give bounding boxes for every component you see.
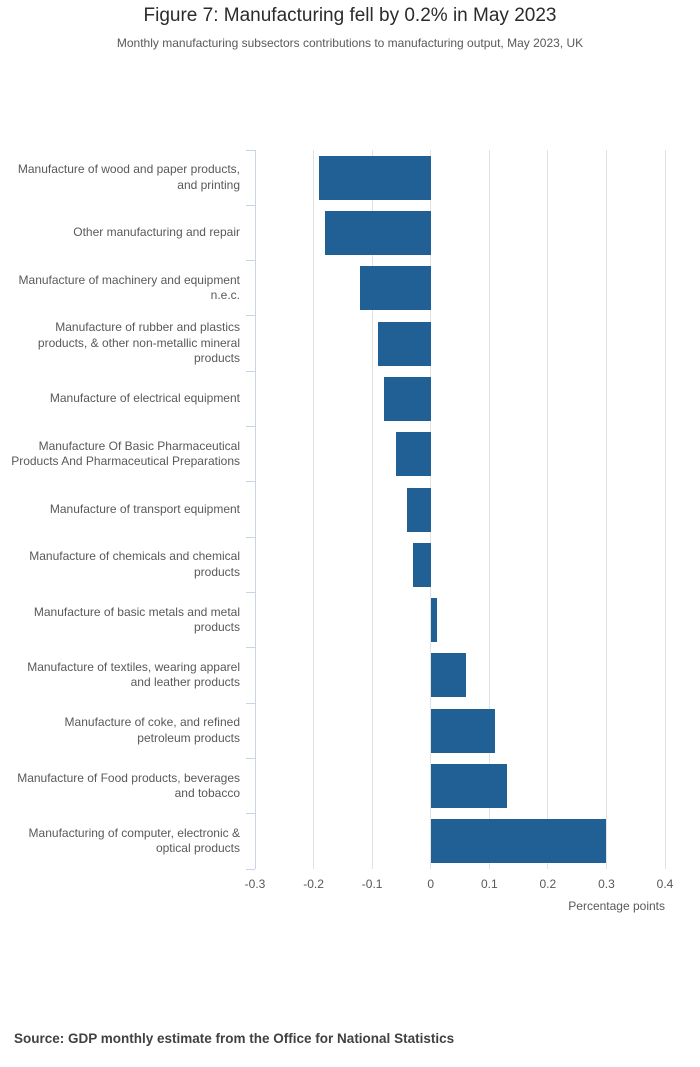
x-tick-label: -0.1 <box>361 877 383 891</box>
y-axis-tick <box>246 371 255 372</box>
bar[interactable] <box>325 211 430 255</box>
x-tick-label: 0.2 <box>539 877 557 891</box>
y-axis-tick <box>246 537 255 538</box>
category-label: Manufacture of electrical equipment <box>49 391 240 406</box>
y-axis-tick <box>246 703 255 704</box>
gridline <box>547 150 548 869</box>
x-axis-title: Percentage points <box>568 899 665 913</box>
x-tick-label: -0.3 <box>244 877 266 891</box>
category-label: Manufacture of chemicals and chemical products <box>29 549 240 579</box>
category-label: Manufacture Of Basic Pharmaceutical Products And Pharmaceutical Preparations <box>11 438 240 469</box>
category-label: Manufacture of wood and paper products, and printing <box>17 162 240 192</box>
x-tick-label: 0.3 <box>598 877 615 891</box>
bar[interactable] <box>431 764 507 808</box>
bar[interactable] <box>407 488 430 532</box>
x-tick-label: 0.1 <box>480 877 498 891</box>
gridline <box>313 150 314 869</box>
y-axis-tick <box>246 758 255 759</box>
category-label: Manufacture of Food products, beverages and tobacco <box>17 770 240 801</box>
bar[interactable] <box>396 432 431 476</box>
y-axis-tick <box>246 869 255 870</box>
category-label: Other manufacturing and repair <box>73 225 240 240</box>
category-label: Manufacturing of computer, electronic & optical products <box>28 825 240 856</box>
y-axis-tick <box>246 647 255 648</box>
category-label: Manufacture of textiles, wearing apparel and leather products <box>27 659 240 690</box>
gridline <box>665 150 666 869</box>
y-axis-tick <box>246 813 255 814</box>
bar[interactable] <box>431 653 466 697</box>
bar[interactable] <box>413 543 431 587</box>
bar[interactable] <box>378 322 431 366</box>
category-label: Manufacture of coke, and refined petroleum products <box>64 715 240 745</box>
y-axis-tick <box>246 150 255 151</box>
y-axis-tick <box>246 260 255 261</box>
x-tick-label: 0 <box>427 877 435 891</box>
bar[interactable] <box>431 819 607 863</box>
x-tick-label: -0.2 <box>303 877 324 891</box>
figure-subtitle: Monthly manufacturing subsectors contributions to manufacturing output, May 2023, UK <box>116 36 584 50</box>
category-label: Manufacture of rubber and plastics products, & other non-metallic mineral products <box>37 320 240 366</box>
x-tick-label: 0.4 <box>656 877 674 891</box>
y-axis-tick <box>246 205 255 206</box>
y-axis-tick <box>246 592 255 593</box>
source-line: Source: GDP monthly estimate from the Office for National Statistics <box>14 1031 455 1046</box>
y-axis-tick <box>246 481 255 482</box>
bar[interactable] <box>431 598 437 642</box>
y-axis-tick <box>246 315 255 316</box>
y-axis-line <box>255 150 256 869</box>
bar[interactable] <box>384 377 431 421</box>
figure-title: Figure 7: Manufacturing fell by 0.2% in May 2023 <box>143 5 557 26</box>
gridline <box>489 150 490 869</box>
category-label: Manufacture of basic metals and metal products <box>33 604 240 635</box>
bar[interactable] <box>431 709 495 753</box>
gridline <box>372 150 373 869</box>
bar[interactable] <box>319 156 430 200</box>
y-axis-tick <box>246 426 255 427</box>
category-label: Manufacture of machinery and equipment n.e.c. <box>18 272 240 303</box>
category-label: Manufacture of transport equipment <box>49 501 240 516</box>
gridline <box>606 150 607 869</box>
bar[interactable] <box>360 266 430 310</box>
